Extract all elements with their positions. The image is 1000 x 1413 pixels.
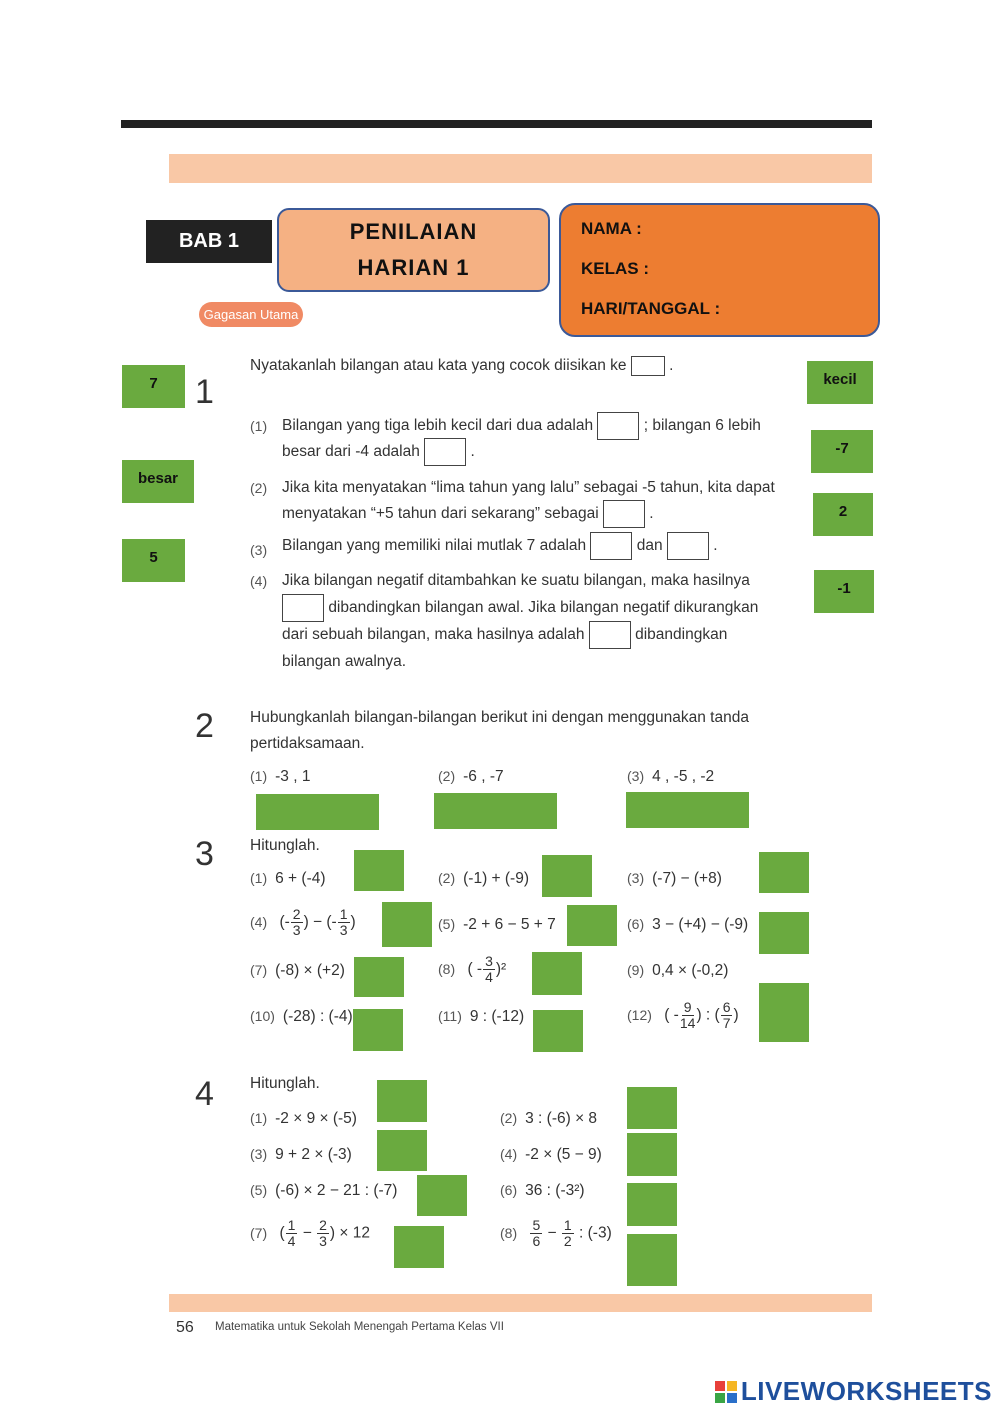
answer-input-3-10[interactable] [353,1009,403,1051]
fraction [530,1218,542,1249]
liveworksheets-brand [715,1376,992,1407]
expr-part: ) × 12 [329,1224,370,1242]
item-expression: 9 + 2 × (-3) [275,1146,352,1163]
item-text: Bilangan yang tiga lebih kecil dari dua adalah [282,417,594,435]
denominator: 3 [292,922,301,938]
item-number: (6) [627,916,645,932]
item-number: (3) [627,870,645,886]
item-expression: 9 : (-12) [469,1008,525,1025]
question-3-intro: Hitunglah. [250,837,320,854]
item-expression: -2 × (5 − 9) [525,1146,602,1163]
q4-item-2 [500,1110,597,1128]
question-1-number: 1 [195,373,214,411]
answer-input-3-6[interactable] [759,912,809,954]
answer-input-4-4[interactable] [627,1133,677,1176]
answer-tile-besar[interactable]: besar [122,460,194,503]
item-number: (2) [438,870,456,886]
item-expression: (-1) + (-9) [463,870,529,887]
q3-item-11 [438,1008,524,1026]
answer-input-3-3[interactable] [759,852,809,893]
drop-box-3b[interactable] [667,532,709,560]
item-number: (4) [250,573,268,589]
expr-part: − [302,1224,312,1242]
drop-box-1a[interactable] [597,412,639,440]
numerator: 6 [722,999,731,1015]
q3-item-2 [438,870,529,888]
answer-input-3-5[interactable] [567,905,617,946]
item-expression: 3 : (-6) × 8 [525,1110,598,1127]
class-label: KELAS : [581,259,649,278]
numerator: 3 [485,953,493,969]
top-rule [121,120,872,128]
item-number: (1) [250,418,268,434]
q2-item-1 [250,768,310,786]
answer-tile-5[interactable]: 5 [122,539,185,582]
denominator: 7 [722,1015,731,1031]
item-number: (1) [250,768,268,784]
item-number: (3) [627,768,645,784]
item-expression: -6 , -7 [463,768,504,785]
expr-part: ) [350,913,356,931]
item-number: (5) [250,1182,268,1198]
answer-input-4-2[interactable] [627,1087,677,1129]
date-label: HARI/TANGGAL : [581,299,721,318]
q3-item-8 [438,954,506,985]
item-text: dan [636,537,663,555]
item-expression: -2 × 9 × (-5) [275,1110,357,1127]
fraction [286,1218,298,1249]
expr-part: ( - [467,960,483,978]
numerator: 2 [292,906,301,922]
header-band [169,154,872,183]
question-4-number: 4 [195,1075,214,1113]
item-text: dibandingkan bilangan awal. Jika bilangan negatif dikurangkan [328,599,759,617]
q3-item-10 [250,1008,353,1026]
q3-item-5 [438,916,556,934]
item-text: Bilangan yang memiliki nilai mutlak 7 adalah [282,537,587,555]
drop-box-2[interactable] [603,500,645,528]
item-expression: -2 + 6 − 5 + 7 [463,916,556,933]
item-expression: 0,4 × (-0,2) [652,962,729,979]
numerator: 9 [683,999,692,1015]
q3-item-9 [627,962,728,980]
item-expression: 4 , -5 , -2 [652,768,715,785]
item-number: (7) [250,1224,268,1241]
answer-input-2-1[interactable] [256,794,379,830]
question-1-item-1 [282,412,761,440]
expr-part: ) [733,1006,739,1024]
answer-input-3-1[interactable] [354,850,404,891]
answer-input-4-3[interactable] [377,1130,427,1171]
answer-input-4-7[interactable] [394,1226,444,1268]
question-1-item-1-cont: besar dari -4 adalah . [282,438,475,466]
chapter-label: BAB 1 [146,220,272,263]
item-number: (3) [250,542,268,558]
answer-input-2-2[interactable] [434,793,557,829]
drop-box-3a[interactable] [590,532,632,560]
item-number: (11) [438,1008,462,1024]
expr-part: ( [279,1224,285,1242]
answer-input-4-5[interactable] [417,1175,467,1216]
item-number: (9) [627,962,645,978]
expr-part: ( - [664,1006,679,1024]
question-2-number: 2 [195,707,214,745]
fraction [562,1218,574,1249]
q2-item-2 [438,768,504,786]
item-expression: 36 : (-3²) [525,1182,585,1199]
fraction [291,907,303,938]
question-1-item-4-b [282,594,758,622]
question-1-item-2: Jika kita menyatakan “lima tahun yang lalu” sebagai -5 tahun, kita dapat [282,479,775,496]
q3-item-7 [250,962,345,980]
q3-item-4 [250,907,356,938]
fraction [483,954,495,985]
item-expression: (-7) − (+8) [652,870,722,887]
item-number: (4) [500,1146,518,1162]
fraction [680,1000,696,1031]
answer-input-4-6[interactable] [627,1183,677,1226]
answer-input-3-12[interactable] [759,983,809,1042]
denominator: 2 [563,1233,572,1249]
item-number: (2) [438,768,456,784]
q4-item-1 [250,1110,357,1128]
q3-item-3 [627,870,722,888]
question-1-item-4-e: bilangan awalnya. [282,653,407,670]
item-number: (3) [250,1146,268,1162]
question-2-intro-1: Hubungkanlah bilangan-bilangan berikut ini dengan menggunakan tanda [250,709,749,726]
expr-part: : (-3) [579,1224,612,1242]
footer-band [169,1294,872,1312]
student-info-box [559,203,880,337]
item-expression: -3 , 1 [275,768,311,785]
fraction [721,1000,733,1031]
item-number: (12) [627,1006,652,1023]
item-number: (2) [250,480,268,496]
denominator: 14 [679,1015,696,1031]
numerator: 1 [339,906,348,922]
q3-item-6 [627,916,748,934]
item-text: menyatakan “+5 tahun dari sekarang” sebagai [282,505,599,523]
question-2-intro-2: pertidaksamaan. [250,735,365,752]
assessment-title [277,208,550,292]
q3-item-1 [250,870,326,888]
answer-tile-minus-1[interactable]: -1 [814,570,874,613]
numerator: 2 [319,1217,327,1233]
question-1-item-3: Bilangan yang memiliki nilai mutlak 7 adalah dan . [282,532,718,560]
expr-part: ) : ( [696,1006,720,1024]
question-1-intro: Nyatakanlah bilangan atau kata yang cocok diisikan ke . [250,357,674,374]
question-1-item-2-cont: menyatakan “+5 tahun dari sekarang” sebagai . [282,500,654,528]
question-1-item-4-c [282,621,727,649]
item-number: (1) [250,870,268,886]
title-line-1: PENILAIAN [349,219,478,244]
item-number: (7) [250,962,268,978]
denominator: 6 [532,1233,541,1249]
denominator: 4 [287,1233,296,1249]
item-number: (8) [438,960,456,977]
title-line-2: HARIAN 1 [357,255,470,280]
expr-part: − [547,1224,557,1242]
item-text: dari sebuah bilangan, maka hasilnya adalah [282,626,585,644]
q2-item-3 [627,768,714,786]
q4-item-5 [250,1182,397,1200]
fraction [317,1218,329,1249]
item-number: (8) [500,1224,518,1241]
expr-part: ) − (- [303,913,337,931]
item-expression: 6 + (-4) [275,870,326,887]
expr-part: )² [495,960,507,978]
item-number: (4) [250,913,268,930]
item-text: dibandingkan [635,626,728,644]
denominator: 4 [485,969,493,985]
answer-input-2-3[interactable] [626,792,749,828]
answer-input-4-1[interactable] [377,1080,427,1122]
answer-tile-kecil[interactable]: kecil [807,361,873,404]
denominator: 3 [339,922,348,938]
item-text: besar dari -4 adalah [282,443,420,461]
main-idea-badge: Gagasan Utama [199,302,303,327]
drop-box-1b[interactable] [424,438,466,466]
page-number: 56 [176,1319,194,1336]
numerator: 1 [563,1217,572,1233]
q3-item-12 [627,1000,739,1031]
numerator: 5 [532,1217,541,1233]
book-title: Matematika untuk Sekolah Menengah Pertama Kelas VII [215,1321,504,1333]
liveworksheets-logo-icon [715,1381,737,1403]
answer-input-3-2[interactable] [542,855,592,897]
item-number: (5) [438,916,456,932]
item-number: (10) [250,1008,275,1024]
question-3-number: 3 [195,835,214,873]
item-text: ; bilangan 6 lebih [643,417,761,435]
item-number: (1) [250,1110,268,1126]
q4-item-6 [500,1182,585,1200]
drop-box-4a[interactable] [282,594,324,622]
item-number: (2) [500,1110,518,1126]
q4-item-4 [500,1146,602,1164]
answer-tile-2[interactable]: 2 [813,493,873,536]
denominator: 3 [319,1233,327,1249]
answer-input-4-8[interactable] [627,1234,677,1286]
name-label: NAMA : [581,219,642,238]
q4-item-7 [250,1218,370,1249]
item-expression: 3 − (+4) − (-9) [652,916,749,933]
question-4-intro: Hitunglah. [250,1075,320,1092]
answer-input-3-7[interactable] [354,957,404,997]
answer-input-3-4[interactable] [382,902,432,947]
question-1-item-4: Jika bilangan negatif ditambahkan ke suatu bilangan, maka hasilnya [282,572,750,589]
answer-tile-minus-7[interactable]: -7 [811,430,873,473]
numerator: 1 [287,1217,296,1233]
brand-text: LIVEWORKSHEETS [740,1376,992,1406]
answer-input-3-11[interactable] [533,1010,583,1052]
q4-item-3 [250,1146,352,1164]
item-expression: (-8) × (+2) [275,962,345,979]
answer-tile-7[interactable]: 7 [122,365,185,408]
answer-input-3-8[interactable] [532,952,582,995]
fraction [338,907,350,938]
expr-part: (- [279,913,290,931]
drop-box-4b[interactable] [589,621,631,649]
item-number: (6) [500,1182,518,1198]
sample-box [631,356,665,376]
q4-item-8 [500,1218,612,1249]
item-expression: (-28) : (-4) [282,1008,353,1025]
item-expression: (-6) × 2 − 21 : (-7) [275,1182,398,1199]
question-1-intro-text: Nyatakanlah bilangan atau kata yang cocok diisikan ke [250,357,627,374]
